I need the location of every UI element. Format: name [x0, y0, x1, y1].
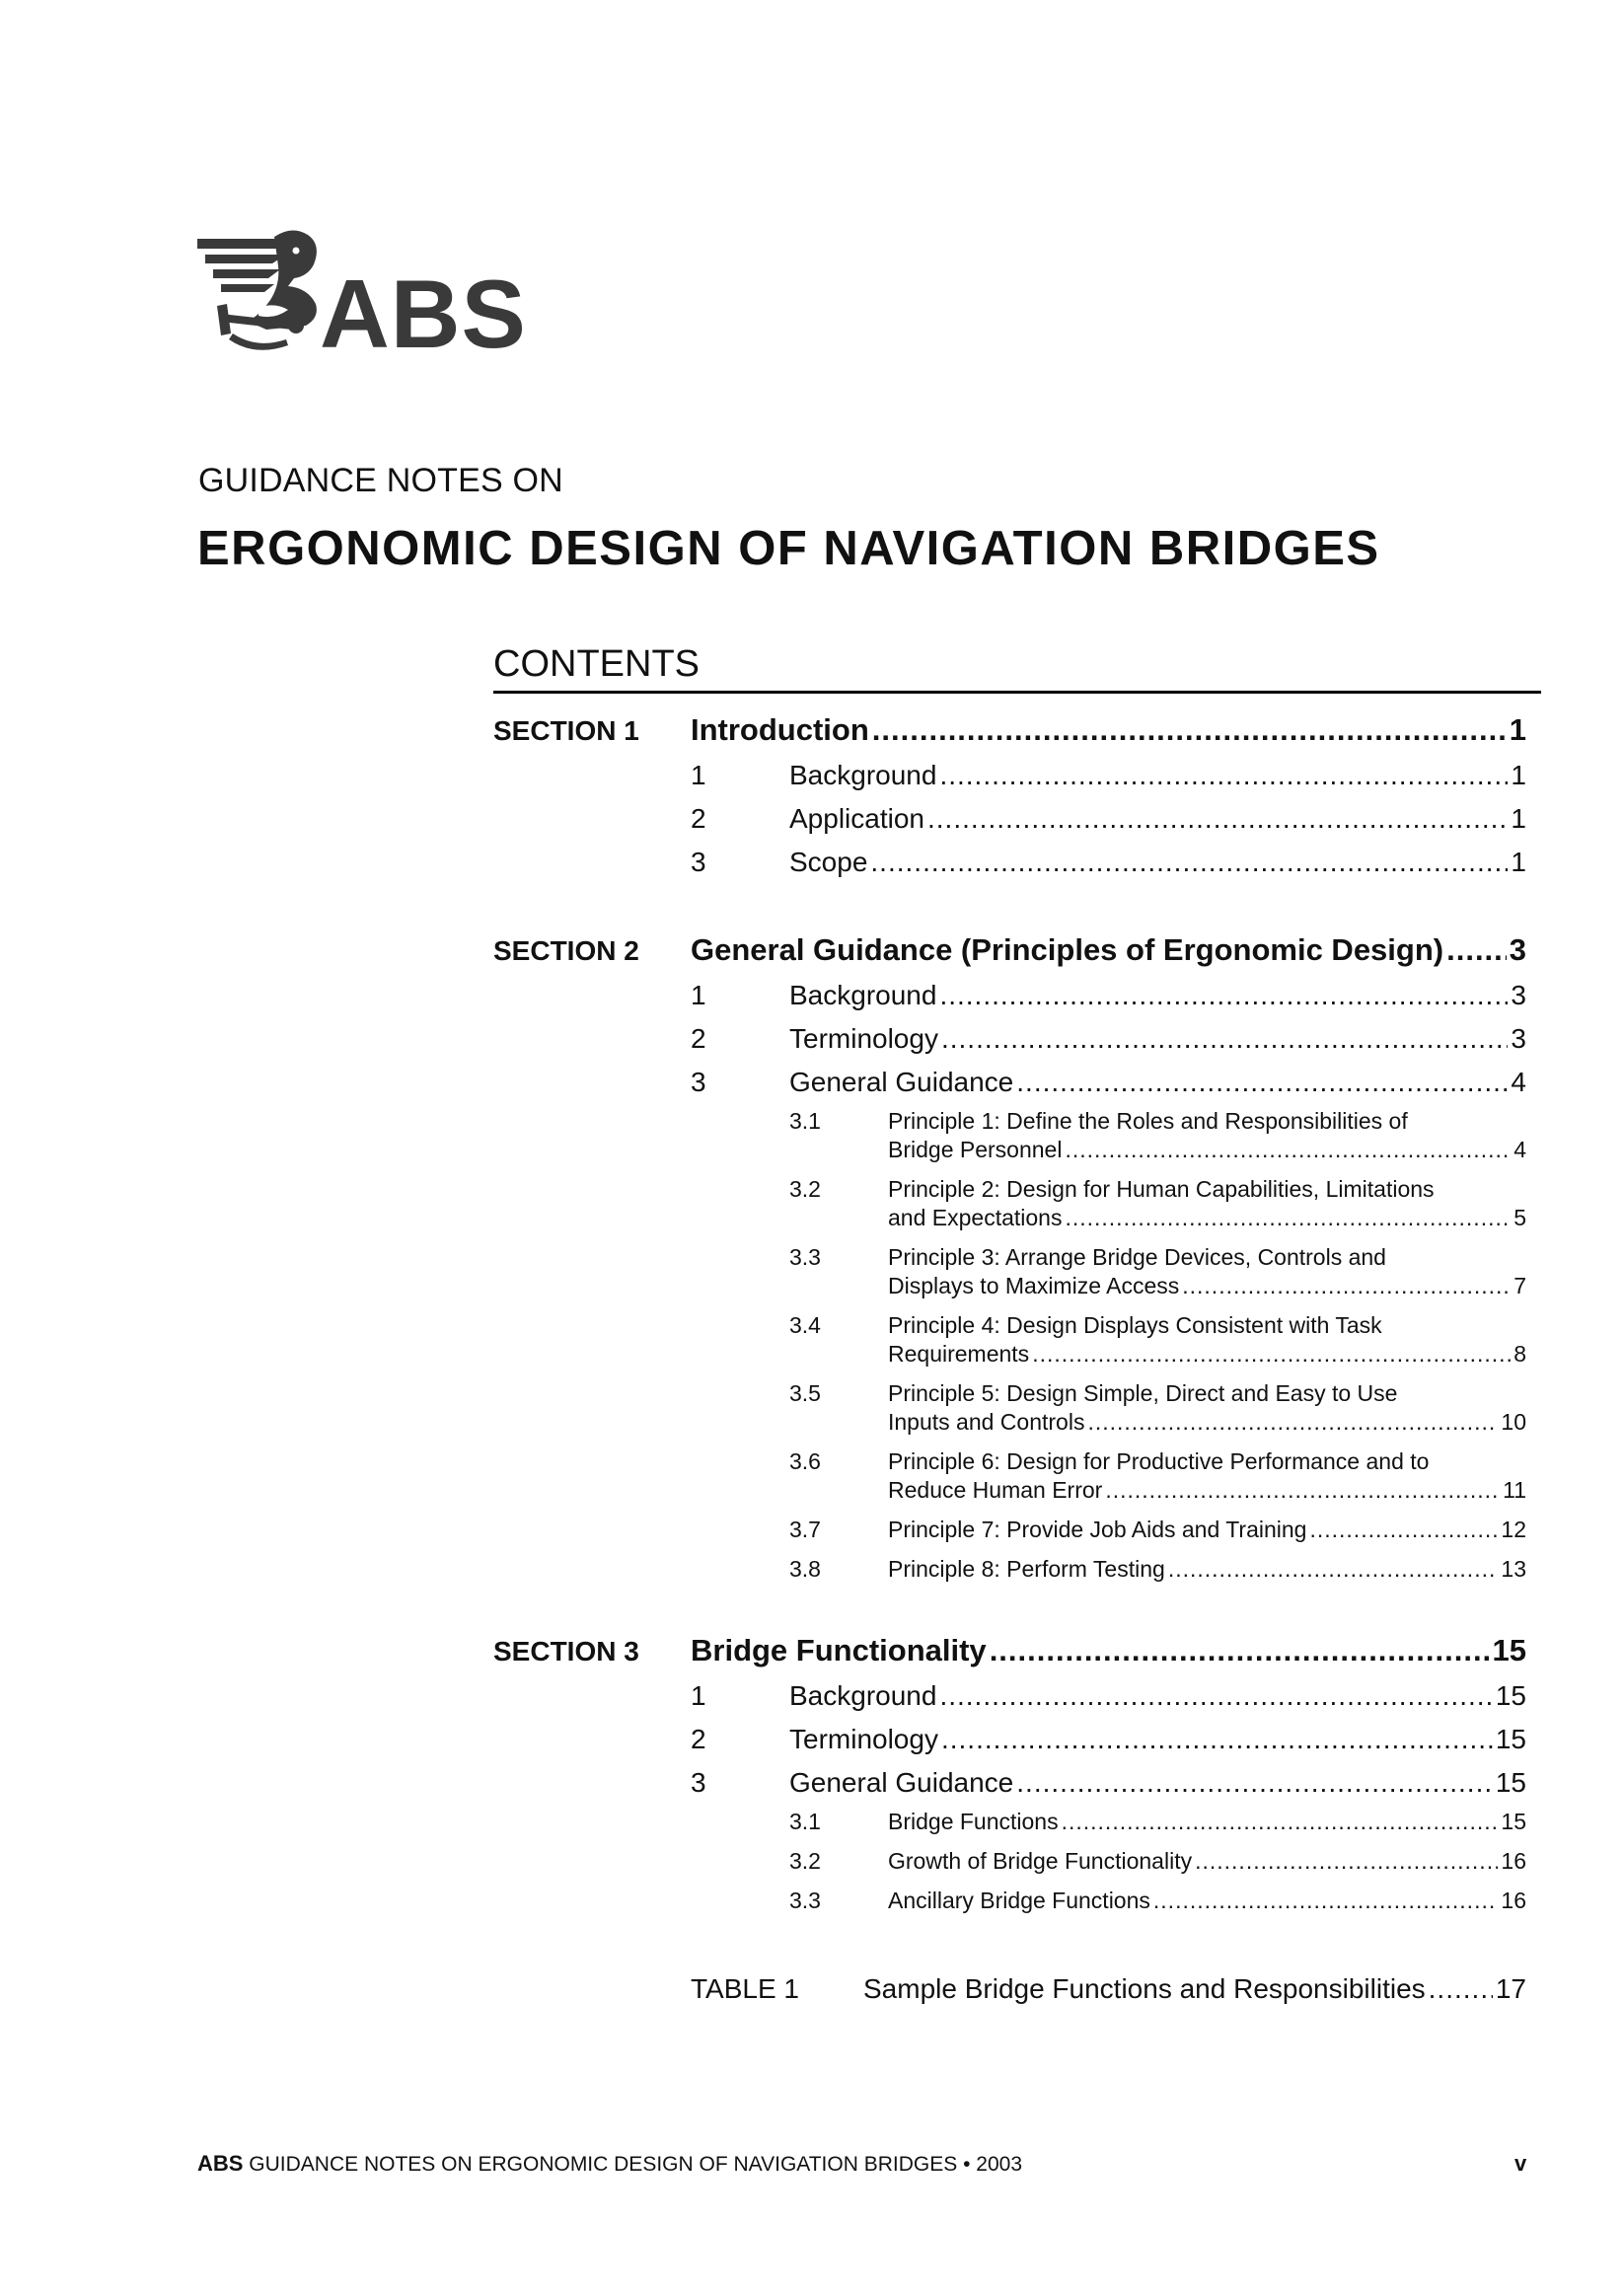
item-number: 2 [691, 803, 706, 834]
toc-item[interactable] [789, 1680, 1526, 1712]
toc-subitem[interactable] [888, 1848, 1526, 1875]
subitem-page: 11 [1503, 1477, 1526, 1503]
subitem-title: Requirements [888, 1341, 1030, 1367]
toc-subitem[interactable] [888, 1409, 1526, 1436]
subitem-page: 8 [1513, 1341, 1526, 1367]
toc-subitem[interactable] [888, 1556, 1526, 1583]
toc-subitem[interactable] [888, 1273, 1526, 1299]
toc-subitem[interactable] [888, 1517, 1526, 1543]
subitem-page: 10 [1501, 1409, 1526, 1435]
item-title: Background [789, 760, 937, 790]
item-leader [941, 1023, 1508, 1055]
toc-subitem[interactable] [888, 1137, 1526, 1163]
item-leader [939, 1680, 1492, 1712]
item-page: 1 [1511, 803, 1526, 834]
item-leader [939, 760, 1508, 791]
subitem-title-line1: Principle 6: Design for Productive Performance and to [888, 1448, 1430, 1474]
subitem-title: Displays to Maximize Access [888, 1273, 1180, 1298]
toc-subitem[interactable] [888, 1888, 1526, 1914]
toc-item[interactable] [789, 980, 1526, 1011]
subitem-title: and Expectations [888, 1205, 1063, 1230]
subitem-page: 5 [1513, 1205, 1526, 1230]
toc-subitem[interactable] [888, 1477, 1526, 1504]
contents-heading: CONTENTS [493, 643, 700, 685]
item-number: 3 [691, 847, 706, 877]
section-leader [872, 712, 1507, 748]
footer-title: GUIDANCE NOTES ON ERGONOMIC DESIGN OF NAVIGATION BRIDGES [243, 2153, 958, 2176]
subitem-number: 3.4 [789, 1312, 821, 1338]
toc-item[interactable] [789, 1023, 1526, 1055]
toc-item[interactable] [789, 1067, 1526, 1098]
page-number: v [1514, 2151, 1527, 2176]
table-title: Sample Bridge Functions and Responsibilities [863, 1973, 1426, 2004]
item-page: 15 [1495, 1724, 1526, 1754]
subitem-number: 3.3 [789, 1244, 821, 1270]
subitem-page: 13 [1501, 1556, 1526, 1582]
item-leader [927, 803, 1508, 835]
subitem-page: 4 [1513, 1137, 1526, 1162]
subitem-number: 3.3 [789, 1888, 821, 1913]
section-label: SECTION 2 [493, 935, 639, 966]
subitem-leader [1032, 1341, 1511, 1368]
subitem-number: 3.6 [789, 1448, 821, 1474]
item-leader [939, 980, 1508, 1011]
subitem-page: 7 [1513, 1273, 1526, 1298]
item-title: Terminology [789, 1023, 938, 1054]
toc-item[interactable] [789, 1724, 1526, 1755]
subitem-number: 3.7 [789, 1517, 821, 1542]
table-label: TABLE 1 [691, 1973, 799, 2004]
subitem-title-line1: Principle 1: Define the Roles and Responsibilities of [888, 1108, 1408, 1134]
subitem-title-line1: Principle 5: Design Simple, Direct and Easy to Use [888, 1380, 1398, 1406]
subitem-page: 15 [1501, 1809, 1526, 1834]
item-leader [1016, 1067, 1508, 1098]
subitem-page: 16 [1501, 1888, 1526, 1913]
toc-item[interactable] [789, 1767, 1526, 1799]
footer-separator: • [963, 2153, 971, 2176]
page-footer [197, 2151, 1022, 2177]
toc-item[interactable] [789, 760, 1526, 791]
item-leader [870, 847, 1508, 878]
subitem-title: Principle 8: Perform Testing [888, 1556, 1165, 1582]
item-page: 1 [1511, 760, 1526, 790]
section-title: General Guidance (Principles of Ergonomic Design) [691, 932, 1444, 967]
toc-subitem[interactable] [888, 1205, 1526, 1231]
subitem-page: 12 [1501, 1517, 1526, 1542]
subitem-leader [1195, 1848, 1498, 1875]
subitem-leader [1153, 1888, 1499, 1914]
subitem-leader [1062, 1809, 1499, 1835]
item-leader [1016, 1767, 1493, 1799]
document-title: ERGONOMIC DESIGN OF NAVIGATION BRIDGES [197, 522, 1380, 575]
subitem-title: Growth of Bridge Functionality [888, 1848, 1193, 1874]
item-number: 1 [691, 760, 706, 790]
section-title: Bridge Functionality [691, 1633, 987, 1667]
item-title: General Guidance [789, 1767, 1014, 1798]
table-page: 17 [1495, 1973, 1526, 2004]
subitem-leader [1182, 1273, 1511, 1299]
subitem-title: Bridge Functions [888, 1809, 1059, 1834]
section-label: SECTION 1 [493, 715, 639, 746]
item-leader [941, 1724, 1493, 1755]
section-title: Introduction [691, 712, 869, 747]
toc-table-entry[interactable] [863, 1973, 1526, 2005]
item-title: Background [789, 1680, 937, 1711]
item-title: Scope [789, 847, 868, 877]
item-number: 1 [691, 980, 706, 1010]
subitem-title-line1: Principle 3: Arrange Bridge Devices, Controls and [888, 1244, 1386, 1270]
item-page: 3 [1511, 1023, 1526, 1054]
subitem-title: Ancillary Bridge Functions [888, 1888, 1150, 1913]
subitem-title-line1: Principle 4: Design Displays Consistent with Task [888, 1312, 1382, 1338]
section-leader [990, 1633, 1490, 1668]
footer-brand: ABS [197, 2151, 244, 2176]
item-title: Terminology [789, 1724, 938, 1754]
item-number: 1 [691, 1680, 706, 1711]
subitem-number: 3.5 [789, 1380, 821, 1406]
item-page: 1 [1511, 847, 1526, 877]
guidance-notes-label: GUIDANCE NOTES ON [198, 462, 563, 499]
subitem-leader [1065, 1205, 1511, 1231]
section-entry[interactable] [691, 712, 1526, 748]
toc-subitem[interactable] [888, 1341, 1526, 1368]
subitem-number: 3.8 [789, 1556, 821, 1582]
section-leader [1446, 932, 1507, 968]
subitem-title: Reduce Human Error [888, 1477, 1103, 1503]
subitem-leader [1168, 1556, 1499, 1583]
section-page: 1 [1509, 712, 1526, 747]
item-page: 15 [1495, 1767, 1526, 1798]
item-title: Background [789, 980, 937, 1010]
subitem-leader [1065, 1137, 1511, 1163]
item-number: 2 [691, 1023, 706, 1054]
item-number: 3 [691, 1067, 706, 1097]
subitem-page: 16 [1501, 1848, 1526, 1874]
abs-logo-text: ABS [320, 259, 527, 355]
subitem-title: Inputs and Controls [888, 1409, 1085, 1435]
item-number: 3 [691, 1767, 706, 1798]
section-page: 3 [1509, 932, 1526, 967]
toc-subitem[interactable] [888, 1809, 1526, 1835]
section-entry[interactable] [691, 932, 1526, 968]
subitem-title-line1: Principle 2: Design for Human Capabilities, Limitations [888, 1176, 1435, 1202]
toc-item[interactable] [789, 847, 1526, 878]
section-entry[interactable] [691, 1633, 1526, 1668]
item-title: General Guidance [789, 1067, 1014, 1097]
table-leader [1429, 1973, 1493, 2005]
item-page: 4 [1511, 1067, 1526, 1097]
item-page: 3 [1511, 980, 1526, 1010]
subitem-leader [1309, 1517, 1498, 1543]
footer-year: 2003 [976, 2153, 1023, 2176]
subitem-leader [1105, 1477, 1500, 1504]
subitem-title: Principle 7: Provide Job Aids and Training [888, 1517, 1307, 1542]
section-label: SECTION 3 [493, 1636, 639, 1666]
item-page: 15 [1495, 1680, 1526, 1711]
subitem-leader [1087, 1409, 1498, 1436]
item-number: 2 [691, 1724, 706, 1754]
subitem-number: 3.2 [789, 1848, 821, 1874]
toc-item[interactable] [789, 803, 1526, 835]
subitem-number: 3.1 [789, 1809, 821, 1834]
section-page: 15 [1492, 1633, 1526, 1667]
subitem-title: Bridge Personnel [888, 1137, 1063, 1162]
subitem-number: 3.1 [789, 1108, 821, 1134]
subitem-number: 3.2 [789, 1176, 821, 1202]
item-title: Application [789, 803, 924, 834]
